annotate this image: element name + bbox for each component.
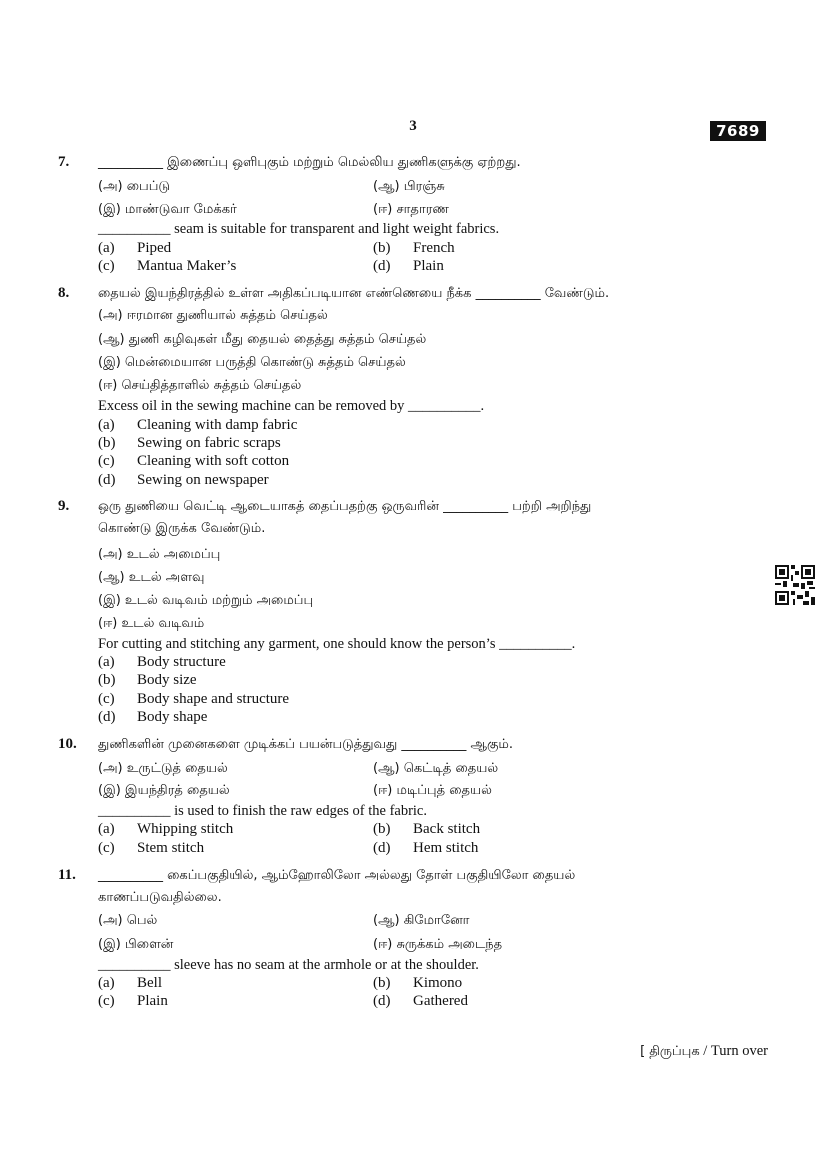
tamil-option: (அ) உருட்டுத் தையல் (98, 761, 228, 776)
english-option-text: Gathered (413, 993, 468, 1009)
qr-code-icon (775, 565, 815, 605)
english-option-text: Kimono (413, 975, 463, 991)
english-option-label: (c) (98, 840, 115, 856)
tamil-question-continued: கொண்டு இருக்க வேண்டும். (98, 521, 266, 536)
english-option-label: (c) (98, 691, 115, 707)
english-option-text: Plain (413, 258, 444, 274)
english-question: For cutting and stitching any garment, one should know the person’s __________. (98, 636, 576, 652)
tamil-option: (இ) பிளைன் (98, 937, 174, 952)
tamil-option: (இ) இயந்திரத் தையல் (98, 783, 230, 798)
tamil-option: (அ) பெல் (98, 913, 158, 928)
question-number: 10. (58, 736, 77, 752)
english-question: Excess oil in the sewing machine can be removed by __________. (98, 398, 485, 414)
english-option-text: Mantua Maker’s (137, 258, 237, 274)
question-number: 7. (58, 154, 70, 170)
tamil-question: __________ இணைப்பு ஒளிபுகும் மற்றும் மெல்லிய துணிகளுக்கு ஏற்றது. (98, 155, 521, 170)
turn-over-note (640, 1043, 768, 1060)
english-option-text: Hem stitch (413, 840, 479, 856)
turn-over-tamil: [ திருப்புக (640, 1044, 700, 1059)
english-option-label: (d) (373, 993, 391, 1009)
english-option-text: Sewing on fabric scraps (137, 435, 281, 451)
tamil-option: (ஈ) உடல் வடிவம் (98, 616, 205, 631)
english-option-label: (a) (98, 654, 115, 670)
paper-code-badge: 7689 (710, 121, 766, 141)
english-option-label: (a) (98, 975, 115, 991)
tamil-option: (ஆ) பிரஞ்சு (373, 179, 445, 194)
tamil-option: (ஆ) உடல் அளவு (98, 570, 205, 585)
english-option-label: (a) (98, 821, 115, 837)
english-option-text: Back stitch (413, 821, 481, 837)
turn-over-english: Turn over (710, 1043, 768, 1059)
tamil-option: (ஆ) கிமோனோ (373, 913, 470, 928)
tamil-option: (ஈ) சுருக்கம் அடைந்த (373, 937, 503, 952)
english-option-label: (d) (98, 709, 116, 725)
english-option-text: Body shape (137, 709, 208, 725)
english-option-text: Body size (137, 672, 197, 688)
english-option-text: French (413, 240, 455, 256)
tamil-question-continued: காணப்படுவதில்லை. (98, 890, 222, 905)
english-option-text: Cleaning with damp fabric (137, 417, 298, 433)
question-number: 11. (58, 867, 76, 883)
tamil-option: (ஈ) சாதாரண (373, 202, 449, 217)
english-option-text: Bell (137, 975, 162, 991)
english-option-label: (b) (98, 672, 116, 688)
page-number: 3 (409, 118, 417, 134)
tamil-option: (ஈ) செய்தித்தாளில் சுத்தம் செய்தல் (98, 378, 302, 393)
english-option-label: (d) (373, 840, 391, 856)
turn-over-separator: / (699, 1043, 711, 1059)
tamil-question: __________ கைப்பகுதியில், ஆம்ஹோலிலோ அல்லது தோள் பகுதியிலோ தையல் (98, 868, 576, 883)
tamil-question: தையல் இயந்திரத்தில் உள்ள அதிகப்படியான எண்ணெயை நீக்க __________ வேண்டும். (98, 286, 610, 301)
english-option-text: Body structure (137, 654, 226, 670)
english-option-label: (c) (98, 453, 115, 469)
english-option-label: (b) (373, 240, 391, 256)
english-option-text: Body shape and structure (137, 691, 290, 707)
tamil-option: (அ) ஈரமான துணியால் சுத்தம் செய்தல் (98, 308, 328, 323)
english-option-label: (a) (98, 240, 115, 256)
english-option-text: Whipping stitch (137, 821, 234, 837)
tamil-question: துணிகளின் முனைகளை முடிக்கப் பயன்படுத்துவது __________ ஆகும். (98, 737, 514, 752)
tamil-option: (அ) பைப்டு (98, 179, 170, 194)
tamil-option: (ஆ) கெட்டித் தையல் (373, 761, 499, 776)
tamil-option: (இ) மாண்டுவா மேக்கர் (98, 202, 237, 217)
english-option-label: (c) (98, 993, 115, 1009)
question-number: 9. (58, 498, 70, 514)
english-question: __________ seam is suitable for transparent and light weight fabrics. (98, 221, 500, 237)
english-option-label: (b) (373, 821, 391, 837)
english-option-label: (b) (373, 975, 391, 991)
tamil-option: (ஈ) மடிப்புத் தையல் (373, 783, 492, 798)
english-option-text: Stem stitch (137, 840, 205, 856)
english-question: __________ sleeve has no seam at the armhole or at the shoulder. (98, 957, 479, 973)
english-option-label: (b) (98, 435, 116, 451)
english-option-label: (a) (98, 417, 115, 433)
english-option-text: Sewing on newspaper (137, 472, 269, 488)
english-option-label: (d) (98, 472, 116, 488)
question-number: 8. (58, 285, 70, 301)
tamil-option: (இ) மென்மையான பருத்தி கொண்டு சுத்தம் செய்தல் (98, 355, 406, 370)
tamil-option: (ஆ) துணி கழிவுகள் மீது தையல் தைத்து சுத்தம் செய்தல் (98, 332, 427, 347)
english-option-label: (d) (373, 258, 391, 274)
english-question: __________ is used to finish the raw edges of the fabric. (98, 803, 427, 819)
tamil-option: (அ) உடல் அமைப்பு (98, 547, 221, 562)
english-option-label: (c) (98, 258, 115, 274)
english-option-text: Plain (137, 993, 168, 1009)
english-option-text: Cleaning with soft cotton (137, 453, 290, 469)
tamil-option: (இ) உடல் வடிவம் மற்றும் அமைப்பு (98, 593, 314, 608)
english-option-text: Piped (137, 240, 172, 256)
tamil-question: ஒரு துணியை வெட்டி ஆடையாகத் தைப்பதற்கு ஒருவரின் __________ பற்றி அறிந்து (98, 499, 592, 514)
